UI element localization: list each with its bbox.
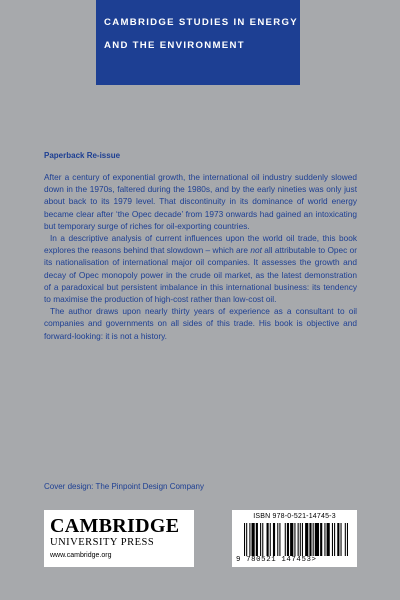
- series-band: [96, 0, 300, 85]
- blurb-p2-end: all attributable to Opec or its nationalisation of international major oil companies. It assesses the growth and decay of Opec monopoly power in the crude oil market, as the latest demonstration of a paradoxical but persistent imbalance in this international business: its tendency to maximise the production of high-cost rather than low-cost oil.: [44, 245, 357, 305]
- back-cover-blurb: [44, 171, 357, 342]
- barcode-box: [232, 510, 357, 567]
- blurb-paragraph-1: After a century of exponential growth, the international oil industry suddenly slowed down in the 1970s, faltered during the 1980s, and by the early nineties was only just about back to its 1979 level. That discontinuity in its dominance of world energy became clear after ‘the Opec decade’ from 1973 onwards had gained an intoxicating but temporary surge of riches for oil-exporting countries.: [44, 172, 357, 231]
- blurb-paragraph-3: The author draws upon nearly thirty years of experience as a consultant to oil companies and governments on all sides of this trade. His book is objective and forward-looking: it is not a history.: [44, 306, 357, 341]
- edition-label: Paperback Re-issue: [44, 151, 121, 160]
- barcode-addon-mark: >: [311, 556, 317, 564]
- publisher-subtitle: UNIVERSITY PRESS: [50, 537, 155, 548]
- barcode-icon: [244, 523, 348, 556]
- barcode-number: 9 780521 147453: [236, 556, 312, 564]
- publisher-logo-box: [44, 510, 194, 567]
- blurb-p2-start: In a descriptive analysis of current influences upon the world oil trade, this book explores the reasons behind that slowdown – which are: [44, 233, 357, 256]
- publisher-url: www.cambridge.org: [50, 552, 112, 559]
- blurb-p2-emphasis: not: [250, 245, 262, 256]
- cover-design-credit: Cover design: The Pinpoint Design Company: [44, 482, 204, 491]
- series-title-line-2: AND THE ENVIRONMENT: [104, 40, 245, 51]
- barcode-digits: [236, 556, 354, 564]
- publisher-name: CAMBRIDGE: [50, 515, 180, 537]
- blurb-paragraph-2: [44, 232, 357, 305]
- isbn-label: ISBN 978-0-521-14745-3: [253, 513, 336, 520]
- series-title-line-1: CAMBRIDGE STUDIES IN ENERGY: [104, 17, 298, 28]
